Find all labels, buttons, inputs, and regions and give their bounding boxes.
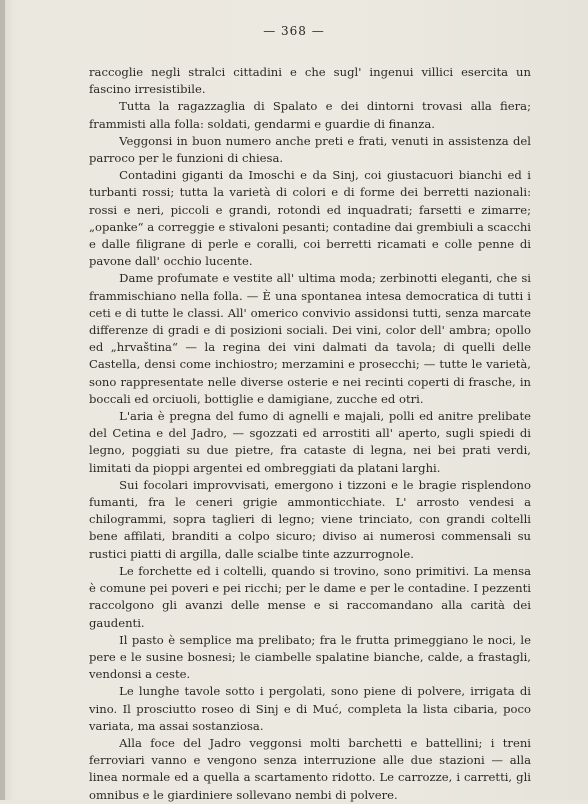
page-number: — 368 — — [263, 24, 325, 38]
page-binding-edge — [0, 0, 5, 800]
paragraph-8: Le forchette ed i coltelli, quando si trovino, sono primitivi. La mensa è comune pei poveri e pei ricchi; per le dame e per le contadine. I pezzenti raccolgono gli avanzi delle mense e si raccomandano alla carità dei gaudenti. — [89, 563, 531, 630]
paragraph-9: Il pasto è semplice ma prelibato; fra le frutta primeggiano le noci, le pere e le susine bosnesi; le ciambelle spalatine bianche, calde, a frastagli, vendonsi a ceste. — [89, 632, 531, 682]
paragraph-7: Sui focolari improvvisati, emergono i tizzoni e le bragie risplendono fumanti, fra le ceneri grigie ammonticchiate. L' arrosto vendesi a chilogrammi, sopra taglieri di legno; viene trinciato, con grandi coltelli bene affilati, branditi a colpo sicuro; diviso ai numerosi commensali su rustici piatti di argilla, dalle scialbe tinte azzurrognole. — [89, 477, 531, 561]
paragraph-6: L'aria è pregna del fumo di agnelli e majali, polli ed anitre prelibate del Cetina e del Jadro, — sgozzati ed arrostiti all' aperto, sugli spiedi di legno, poggiati su due pietre, fra cataste di legna, nei bei prati verdi, limitati da pioppi argentei ed ombreggiati da platani larghi. — [89, 409, 531, 475]
paragraph-2: Tutta la ragazzaglia di Spalato e dei dintorni trovasi alla fiera; frammisti alla folla: soldati, gendarmi e guardie di finanza. — [89, 99, 531, 131]
paragraph-11: Alla foce del Jadro veggonsi molti barchetti e battellini; i treni ferroviari vanno e vengono senza interruzione alle due stazioni — alla linea normale ed a quella a scartamento ridotto. Le carrozze, i carretti, gli omnibus e le giardiniere sollevano nembi di polvere. — [89, 735, 531, 802]
paragraph-4: Contadini giganti da Imoschi e da Sinj, coi giustacuori bianchi ed i turbanti rossi; tutta la varietà di colori e di forme dei berretti nazionali: rossi e neri, piccoli e grandi, rotondi ed inquadrati; farsetti e zimarre; „opanke“ a correggie e stivaloni pesanti; contadine dai grembiuli a scacchi e dalle filigrane di perle e coralli, coi berretti ricamati e colle penne di pavone dall' occhio lucente. — [89, 168, 531, 269]
paragraph-5: Dame profumate e vestite all' ultima moda; zerbinotti eleganti, che si frammischiano nella folla. — È una spontanea intesa democratica di tutti i ceti e di tutte le classi. All' omerico convivio assidonsi tutti, senza marcate differenze di gradi e di posizioni sociali. Dei vini, color dell' ambra; opollo ed „hrvaština“ — la regina dei vini dalmati da tavola; di quelli delle Castella, densi come inchiostro; merzamini e prosecchi; — tutte le varietà, sono rappresentate nelle diverse osterie e nei recinti coperti di frasche, in boccali ed orciuoli, bottiglie e damigiane, zucche ed otri. — [89, 271, 531, 406]
paragraph-10: Le lunghe tavole sotto i pergolati, sono piene di polvere, irrigata di vino. Il prosciutto roseo di Sinj e di Muć, completa la lista cibaria, poco variata, ma assai sostanziosa. — [89, 684, 531, 733]
paragraph-1: raccoglie negli stralci cittadini e che sugl' ingenui villici esercita un fascino irresistibile. — [89, 65, 531, 97]
paragraph-3: Veggonsi in buon numero anche preti e frati, venuti in assistenza del parroco per le funzioni di chiesa. — [89, 133, 531, 166]
body-text — [89, 64, 531, 804]
